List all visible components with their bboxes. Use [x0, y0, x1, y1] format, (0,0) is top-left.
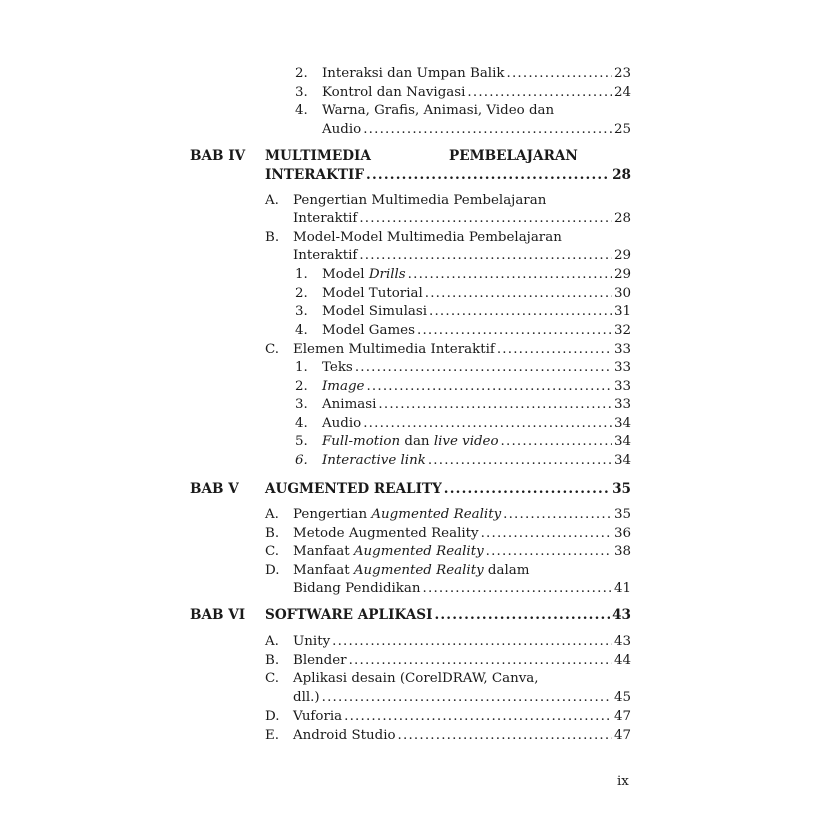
section-title: Pengertian Multimedia Pembelajaran	[293, 193, 547, 208]
section-title	[293, 506, 503, 524]
section-title: Interaktif	[293, 248, 358, 263]
page-number: 44	[613, 653, 631, 668]
leader-dots	[434, 606, 610, 624]
section-letter: B.	[265, 526, 280, 541]
entry-title: Model Simulasi	[322, 304, 428, 319]
entry-title: Audio	[322, 122, 362, 137]
section-letter: C.	[265, 671, 280, 686]
chapter-heading	[190, 480, 631, 498]
entry-italic: Augmented Reality	[353, 563, 484, 578]
item-number: 2.	[295, 66, 308, 81]
leader-dots	[423, 580, 612, 598]
section-title: Interaktif	[293, 211, 358, 226]
item-number: 1.	[295, 267, 308, 282]
leader-dots	[349, 652, 612, 670]
section-title: dll.)	[293, 690, 320, 705]
section-entry-continued	[265, 247, 631, 265]
page-number: 41	[613, 581, 631, 596]
section-entry	[265, 562, 631, 580]
entry-italic: Drills	[368, 267, 406, 282]
leader-dots	[428, 452, 612, 470]
section-letter: A.	[265, 193, 279, 208]
section-letter: C.	[265, 342, 280, 357]
entry-title: Kontrol dan Navigasi	[322, 85, 466, 100]
page-number: 45	[613, 690, 631, 705]
page-number: 25	[613, 122, 631, 137]
page-folio: ix	[617, 774, 629, 789]
item-number: 2.	[295, 379, 308, 394]
entry-italic: live video	[433, 434, 499, 449]
section-title: Android Studio	[293, 728, 396, 743]
toc-entry-continued	[295, 121, 631, 139]
chapter-label: BAB VI	[190, 607, 246, 623]
section-entry	[265, 652, 631, 670]
leader-dots	[363, 121, 612, 139]
leader-dots	[429, 303, 612, 321]
section-entry	[265, 192, 631, 210]
page-number: 34	[613, 416, 631, 431]
entry-italic: Augmented Reality	[371, 507, 502, 522]
page-number: 28	[613, 211, 631, 226]
toc-entry	[295, 65, 631, 83]
section-entry	[265, 229, 631, 247]
section-title	[293, 562, 529, 580]
entry-text: Pengertian	[293, 507, 372, 522]
leader-dots	[355, 359, 612, 377]
leader-dots	[444, 480, 610, 498]
leader-dots	[363, 415, 612, 433]
leader-dots	[467, 84, 612, 102]
entry-text: dan	[400, 434, 434, 449]
section-entry-continued	[265, 210, 631, 228]
entry-title: Warna, Grafis, Animasi, Video dan	[322, 103, 555, 118]
section-entry	[265, 670, 631, 688]
item-number: 4.	[295, 103, 308, 118]
chapter-heading	[190, 147, 631, 165]
leader-dots	[359, 247, 612, 265]
item-number: 4.	[295, 323, 308, 338]
section-title: Unity	[293, 634, 331, 649]
page-number: 35	[613, 507, 631, 522]
section-entry	[265, 543, 631, 561]
page-number: 47	[613, 728, 631, 743]
item-number: 6.	[295, 453, 308, 468]
subsection-entry	[295, 433, 631, 451]
page-number: 34	[613, 434, 631, 449]
section-entry	[265, 525, 631, 543]
chapter-title: AUGMENTED REALITY	[265, 481, 442, 497]
subsection-entry	[295, 303, 631, 321]
chapter-title: INTERAKTIF	[265, 167, 365, 183]
subsection-entry	[295, 285, 631, 303]
chapter-title: SOFTWARE APLIKASI	[265, 607, 433, 623]
leader-dots	[408, 266, 612, 284]
entry-title: Model Tutorial	[322, 286, 423, 301]
page-number: 28	[612, 167, 631, 183]
entry-italic: Image	[322, 379, 365, 394]
entry-title: Model Games	[322, 323, 415, 338]
entry-title: Interaksi dan Umpan Balik	[322, 66, 505, 81]
section-title: Model-Model Multimedia Pembelajaran	[293, 230, 562, 245]
page-number: 43	[612, 607, 631, 623]
item-number: 1.	[295, 360, 308, 375]
page-number: 29	[613, 248, 631, 263]
section-entry	[265, 727, 631, 745]
entry-title: Animasi	[322, 397, 377, 412]
section-title: Bidang Pendidikan	[293, 581, 421, 596]
section-title: Elemen Multimedia Interaktif	[293, 342, 495, 357]
chapter-heading	[190, 606, 631, 624]
section-entry	[265, 708, 631, 726]
entry-title: Audio	[322, 416, 362, 431]
chapter-title-word: PEMBELAJARAN	[449, 148, 578, 164]
subsection-entry	[295, 415, 631, 433]
leader-dots	[322, 689, 612, 707]
item-number: 3.	[295, 304, 308, 319]
section-letter: A.	[265, 634, 279, 649]
leader-dots	[501, 433, 612, 451]
section-title: Metode Augmented Reality	[293, 526, 479, 541]
page-number: 29	[613, 267, 631, 282]
toc-entry	[295, 84, 631, 102]
page-number: 30	[613, 286, 631, 301]
item-number: 3.	[295, 397, 308, 412]
page-number: 43	[613, 634, 631, 649]
section-letter: D.	[265, 563, 280, 578]
page-number: 47	[613, 709, 631, 724]
leader-dots	[481, 525, 612, 543]
entry-italic: Full-motion	[322, 434, 401, 449]
section-entry	[265, 341, 631, 359]
section-title	[293, 543, 486, 561]
entry-italic: Interactive link	[322, 453, 426, 468]
chapter-heading-continued	[265, 166, 631, 184]
leader-dots	[366, 378, 611, 396]
section-title: Blender	[293, 653, 347, 668]
entry-text: Manfaat	[293, 563, 354, 578]
page-number: 31	[613, 304, 631, 319]
leader-dots	[332, 633, 612, 651]
entry-italic: Augmented Reality	[353, 544, 484, 559]
subsection-entry	[295, 322, 631, 340]
entry-text: dalam	[483, 563, 530, 578]
item-number: 4.	[295, 416, 308, 431]
page-number: 33	[613, 397, 631, 412]
leader-dots	[417, 322, 612, 340]
leader-dots	[344, 708, 612, 726]
chapter-title-word: MULTIMEDIA	[265, 148, 371, 164]
item-number: 3.	[295, 85, 308, 100]
leader-dots	[507, 65, 612, 83]
section-entry-continued	[265, 689, 631, 707]
leader-dots	[398, 727, 612, 745]
subsection-entry	[295, 266, 631, 284]
section-letter: B.	[265, 653, 280, 668]
entry-text: Manfaat	[293, 544, 354, 559]
entry-title	[322, 266, 408, 284]
page-number: 36	[613, 526, 631, 541]
section-title: Vuforia	[293, 709, 343, 724]
section-title: Aplikasi desain (CorelDRAW, Canva,	[293, 671, 539, 686]
entry-title	[322, 433, 501, 451]
leader-dots	[366, 166, 610, 184]
entry-text: Model	[322, 267, 369, 282]
section-letter: A.	[265, 507, 279, 522]
leader-dots	[486, 543, 612, 561]
section-letter: E.	[265, 728, 280, 743]
page-number: 34	[613, 453, 631, 468]
toc-entry	[295, 102, 631, 120]
page-number: 35	[612, 481, 631, 497]
item-number: 2.	[295, 286, 308, 301]
entry-title	[322, 378, 366, 396]
chapter-label: BAB V	[190, 481, 239, 497]
subsection-entry	[295, 378, 631, 396]
page-number: 32	[613, 323, 631, 338]
item-number: 5.	[295, 434, 308, 449]
page-number: 23	[613, 66, 631, 81]
chapter-label: BAB IV	[190, 148, 246, 164]
page-number: 33	[613, 342, 631, 357]
section-entry-continued	[265, 580, 631, 598]
leader-dots	[359, 210, 612, 228]
subsection-entry	[295, 396, 631, 414]
page-number: 33	[613, 360, 631, 375]
subsection-entry	[295, 359, 631, 377]
section-letter: D.	[265, 709, 280, 724]
section-entry	[265, 506, 631, 524]
section-entry	[265, 633, 631, 651]
leader-dots	[497, 341, 612, 359]
page-number: 38	[613, 544, 631, 559]
leader-dots	[503, 506, 612, 524]
entry-title: Teks	[322, 360, 353, 375]
section-letter: C.	[265, 544, 280, 559]
section-letter: B.	[265, 230, 280, 245]
entry-title	[322, 452, 428, 470]
leader-dots	[378, 396, 612, 414]
page-number: 33	[613, 379, 631, 394]
subsection-entry	[295, 452, 631, 470]
page-number: 24	[613, 85, 631, 100]
leader-dots	[425, 285, 612, 303]
